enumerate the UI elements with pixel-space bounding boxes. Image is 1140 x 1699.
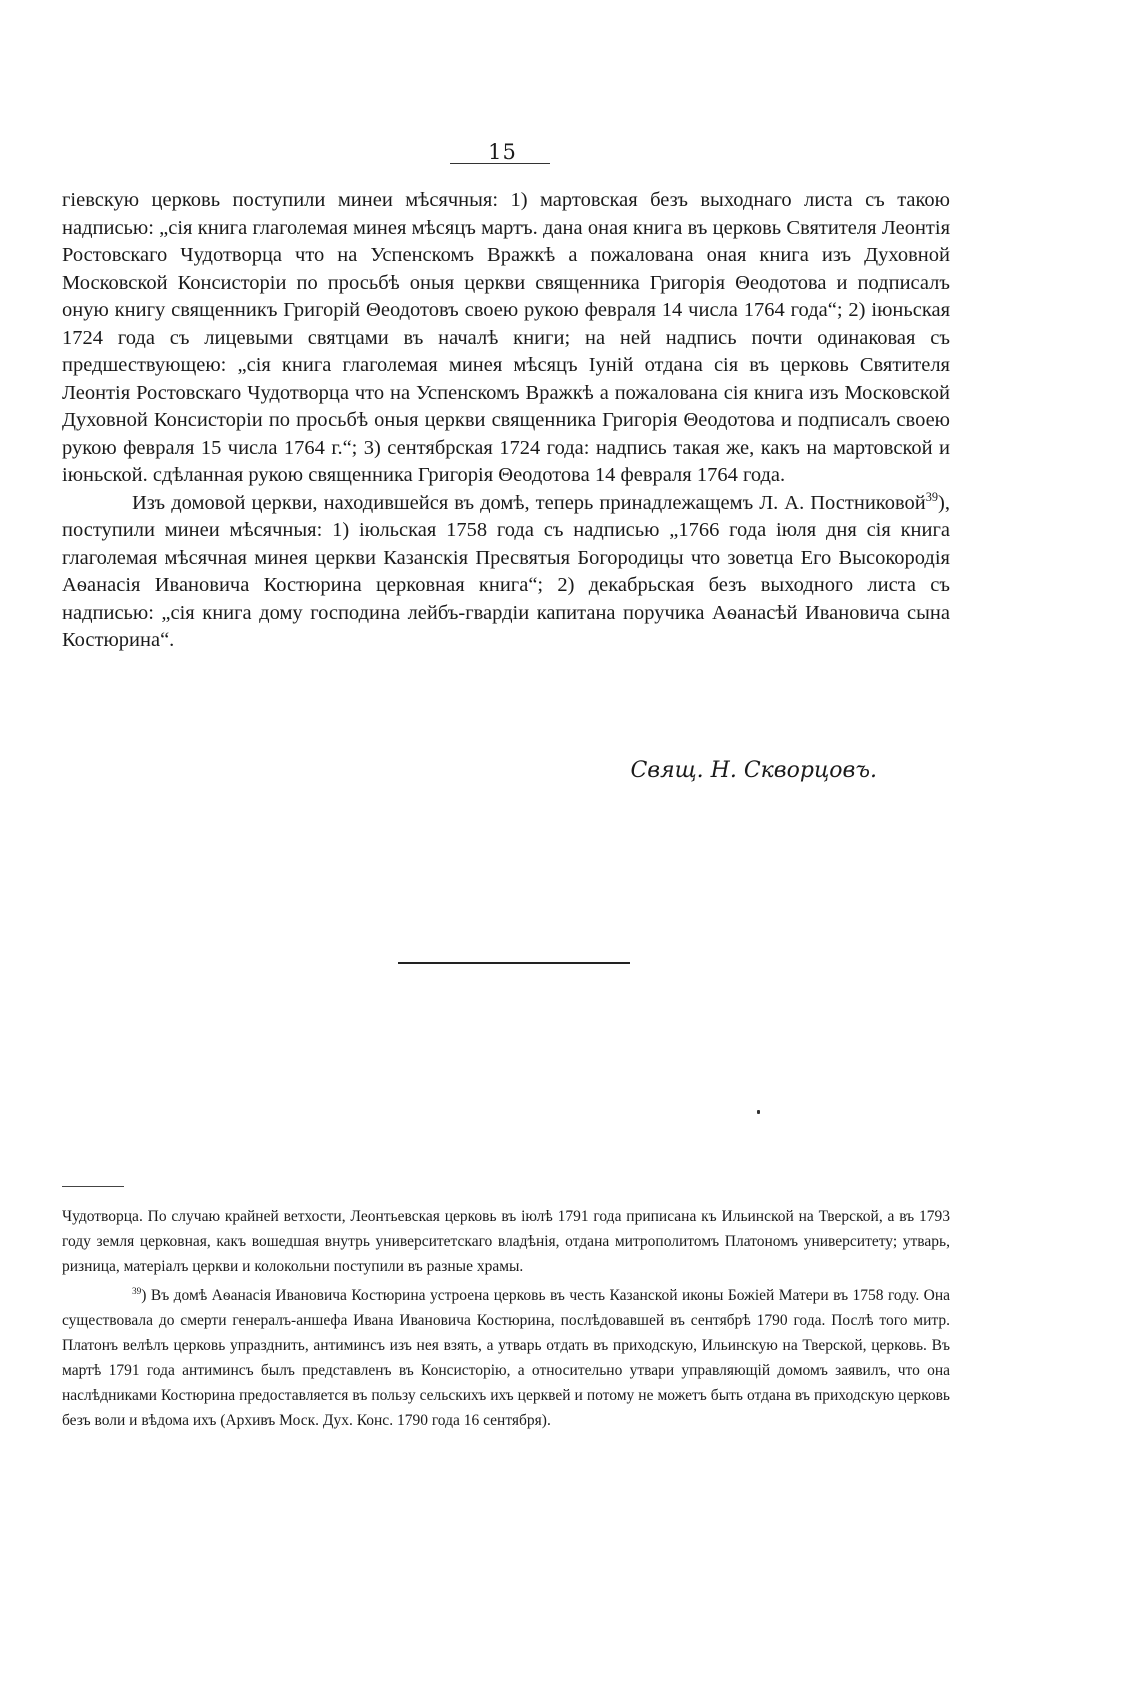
footnote-39-number: 39 (132, 1286, 142, 1297)
ink-speck (757, 1110, 760, 1114)
paragraph-2-after: ), поступили минеи мѣсячныя: 1) іюльская 1758 года съ надписью „1766 года іюля дня сія книга глаголемая мѣсячная минея церкви Казанскія Пресвятыя Богородицы что зоветца Его Высокородія Аѳанасія Ивановича Костюрина церковная книга“; 2) декабрьская безъ выходного листа съ надписью: „сія книга дому господина лейбъ-гвардіи капитана поручика Аѳанасѣй Ивановича сына Костюрина“. (62, 491, 950, 651)
paragraph-2-before: Изъ домовой церкви, находившейся въ домѣ, теперь принадлежащемъ Л. А. Постниковой (132, 491, 926, 514)
paragraph-1: гіевскую церковь поступили минеи мѣсячныя: 1) мартовская безъ выходнаго листа съ такою надписью: „сія книга глаголемая минея мѣсяцъ мартъ. дана оная книга въ церковь Святителя Леонтія Ростовскаго Чудотворца что на Успенскомъ Вражкѣ а пожалована оная книга изъ Духовной Московской Консисторіи по просьбѣ оныя церкви священника Григорія Θеодотова и подписалъ оную книгу священникъ Григорій Θеодотовъ своею рукою февраля 14 числа 1764 года“; 2) іюньская 1724 года съ лицевыми святцами въ началѣ книги; на ней надпись почти одинаковая съ предшествующею: „сія книга глаголемая минея мѣсяцъ Іуній отдана сія въ церковь Святителя Леонтія Ростовскаго Чудотворца что на Успенскомъ Вражкѣ а пожалована сія книга изъ Московской Духовной Консисторіи по просьбѣ оныя церкви священника Григорія Θеодотова и подписалъ своею рукою февраля 15 числа 1764 г.“; 3) сентябрская 1724 года: надпись такая же, какъ на мартовской и іюньской. сдѣланная рукою священника Григорія Θеодотова 14 февраля 1764 года. (62, 189, 950, 486)
page-number-rule (450, 163, 550, 164)
signature: Свящ. Н. Скворцовъ. (630, 758, 877, 783)
footnote-continuation: Чудотворца. По случаю крайней ветхости, Леонтьевская церковь въ іюлѣ 1791 года приписана къ Ильинской на Тверской, а въ 1793 году земля церковная, какъ вошедшая внутрь университетскаго владѣнія, отдана митрополитомъ Платономъ университету; утварь, ризница, матеріалъ церкви и колокольни поступили въ разные храмы. (62, 1208, 950, 1275)
footnote-rule (62, 1186, 124, 1187)
section-separator (398, 962, 630, 964)
footnote-ref-39: 39 (925, 489, 939, 504)
page-number: 15 (488, 140, 517, 164)
footnotes (62, 1204, 950, 1433)
paragraph-2 (62, 490, 950, 655)
footnote-39 (62, 1283, 950, 1433)
footnote-39-text: ) Въ домѣ Аѳанасія Ивановича Костюрина устроена церковь въ честь Казанской иконы Божіей Матери въ 1758 году. Она существовала до смерти генералъ-аншефа Ивана Ивановича Костюрина, послѣдовавшей въ сентябрѣ 1790 года. Послѣ того митр. Платонъ велѣлъ церковь упразднить, антиминсъ изъ нея взять, а утварь отдать въ приходскую, Ильинскую на Тверской, церковь. Въ мартѣ 1791 года антиминсъ былъ представленъ въ Консисторію, а относительно утвари управляющій домомъ заявилъ, что она наслѣдниками Костюрина предоставляется въ пользу сельскихъ ихъ церквей и потому не можетъ быть отдана въ приходскую церковь безъ воли и вѣдома ихъ (Архивъ Моск. Дух. Конс. 1790 года 16 сентября). (62, 1287, 950, 1429)
main-text (62, 187, 950, 655)
